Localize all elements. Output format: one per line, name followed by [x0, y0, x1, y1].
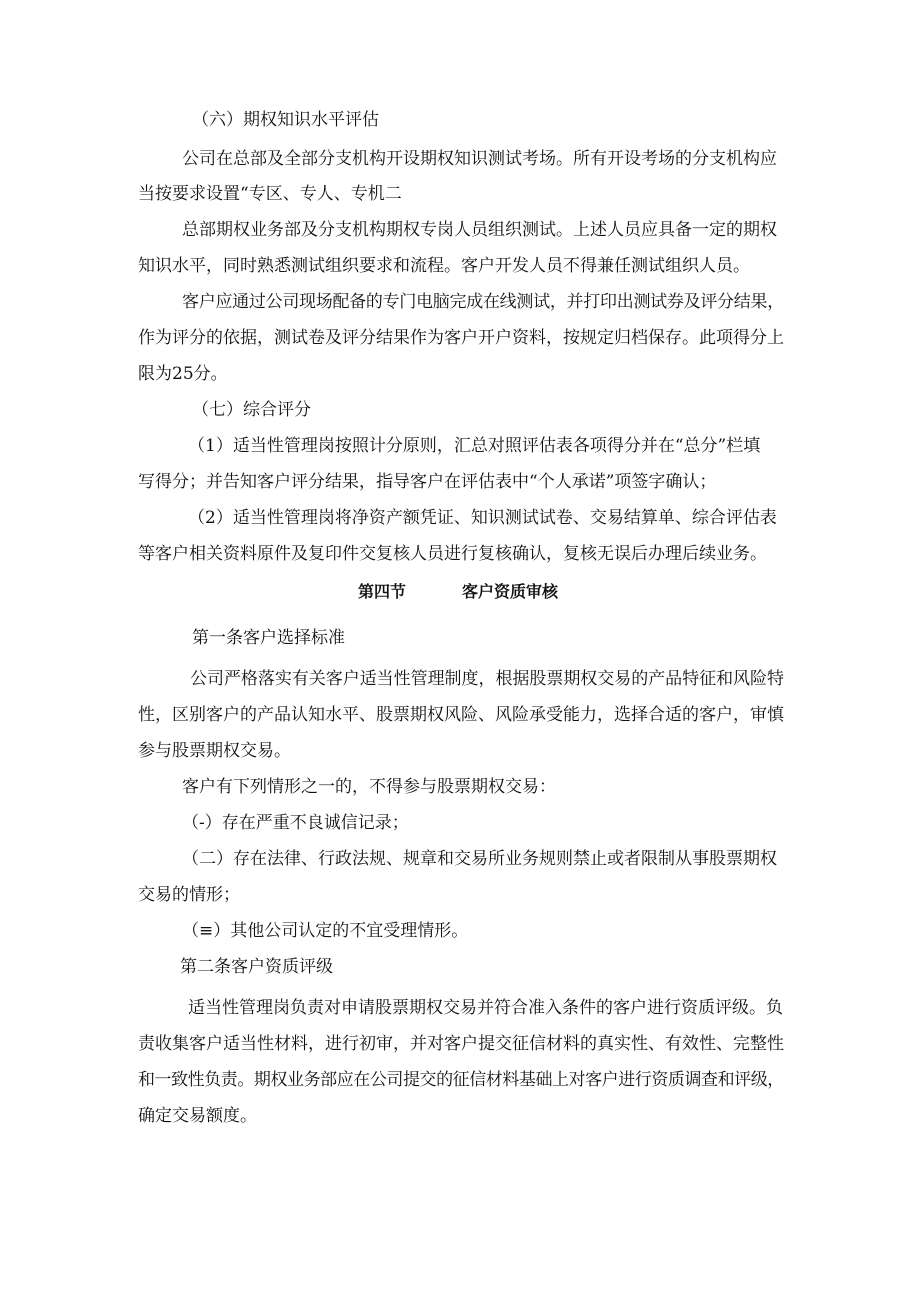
section-6-title: （六）期权知识水平评估 — [192, 110, 379, 130]
paragraph-line: 和一致性负责。期权业务部应在公司提交的征信材料基础上对客户进行资质调查和评级， — [138, 1070, 784, 1090]
paragraph-line: 知识水平，同时熟悉测试组织要求和流程。客户开发人员不得兼任测试组织人员。 — [138, 256, 750, 276]
paragraph-line: 限为25分。 — [138, 364, 228, 384]
paragraph-line: 责收集客户适当性材料，进行初审，并对客户提交征信材料的真实性、有效性、完整性 — [138, 1034, 784, 1054]
paragraph-line: 客户有下列情形之一的，不得参与股票期权交易： — [182, 777, 556, 797]
paragraph-line: 性，区别客户的产品认知水平、股票期权风险、风险承受能力，选择合适的客户，审慎 — [138, 705, 784, 725]
paragraph-line: 公司在总部及全部分支机构开设期权知识测试考场。所有开设考场的分支机构应 — [182, 149, 777, 169]
section-4-title: 客户资质审核 — [462, 582, 559, 601]
paragraph-line: 总部期权业务部及分支机构期权专岗人员组织测试。上述人员应具备一定的期权 — [182, 220, 777, 240]
paragraph-line: 写得分；并告知客户评分结果，指导客户在评估表中“个人承诺”项签字确认； — [138, 472, 717, 492]
paragraph-line: 交易的情形； — [138, 885, 240, 905]
paragraph-line: 适当性管理岗负责对申请股票期权交易并符合准入条件的客户进行资质评级。负 — [188, 998, 783, 1018]
paragraph-line: 客户应通过公司现场配备的专门电脑完成在线测试，并打印出测试券及评分结果， — [182, 292, 784, 312]
paragraph-line: 作为评分的依据，测试卷及评分结果作为客户开户资料，按规定归档保存。此项得分上 — [138, 328, 784, 348]
paragraph-line: 确定交易额度。 — [138, 1106, 257, 1126]
article-2-title: 第二条客户资质评级 — [180, 957, 333, 977]
list-item: （≡）其他公司认定的不宜受理情形。 — [182, 921, 469, 941]
paragraph-line: 参与股票期权交易。 — [138, 741, 291, 761]
list-item: （二）存在法律、行政法规、规章和交易所业务规则禁止或者限制从事股票期权 — [182, 849, 777, 869]
article-1-title: 第一条客户选择标准 — [192, 628, 345, 648]
paragraph-line: 公司严格落实有关客户适当性管理制度，根据股票期权交易的产品特征和风险特 — [190, 669, 784, 689]
section-7-title: （七）综合评分 — [192, 400, 311, 420]
section-4-number: 第四节 — [358, 582, 407, 601]
list-item: （-）存在严重不良诚信记录； — [182, 813, 409, 833]
paragraph-line: （2）适当性管理岗将净资产额凭证、知识测试试卷、交易结算单、综合评估表 — [188, 508, 777, 528]
paragraph-line: 等客户相关资料原件及复印件交复核人员进行复核确认，复核无误后办理后续业务。 — [138, 544, 767, 564]
paragraph-line: （1）适当性管理岗按照计分原则，汇总对照评估表各项得分并在“总分”栏填 — [188, 436, 761, 456]
paragraph-line: 当按要求设置“专区、专人、专机二 — [138, 184, 402, 204]
